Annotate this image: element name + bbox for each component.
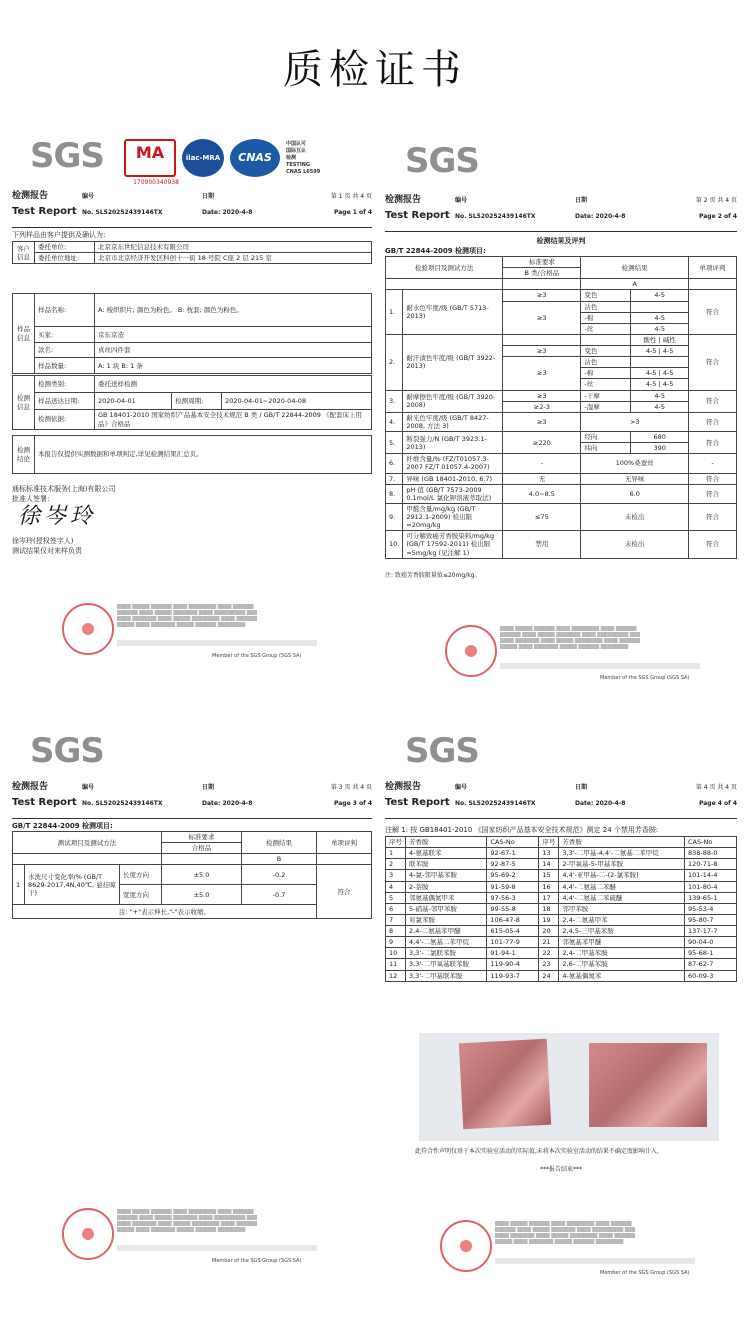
amine-cell: 4 <box>386 881 406 892</box>
amine-cell: 2-萘胺 <box>406 881 487 892</box>
amine-row <box>386 848 737 859</box>
amine-cell: 4,4'-二氨基二苯醚 <box>559 881 685 892</box>
amine-cell: 137-17-7 <box>685 926 737 937</box>
test-info-table: 检测信息 检测类别: 委托送样检测 样品送达日期: 2020-04-01 检测周期: 2020-04-01~2020-04-08 检测依据: GB 18401-2010 国家纺织产品基本安全技术规范 B 类 / GB/T 22844-2009 《配套床上用品》合格品 <box>12 375 372 430</box>
amine-cell: 邻氨基偶氮甲苯 <box>406 892 487 903</box>
company-stamp <box>62 603 114 655</box>
amine-cell: 4,4'-二氨基二苯硫醚 <box>559 892 685 903</box>
sgs-member: Member of the SGS Group (SGS SA) <box>600 675 690 681</box>
company-stamp <box>440 1220 492 1272</box>
amine-cell: 15 <box>539 870 559 881</box>
amine-cell: 11 <box>386 959 406 970</box>
footer-fineprint: ▒▒▒▒ ▒▒▒▒▒ ▒▒▒▒▒▒ ▒▒▒▒ ▒▒▒▒▒▒▒▒ ▒▒▒▒ ▒▒▒▒▒▒ ▒▒▒▒▒▒ ▒▒▒▒ ▒▒▒▒▒ ▒▒▒▒▒▒▒ ▒▒▒▒ ▒▒▒▒▒▒▒▒▒ ▒▒▒ ▒▒▒▒ ▒▒▒▒▒▒▒ ▒▒▒▒ ▒▒▒▒▒ ▒▒▒▒▒▒▒▒ ▒▒▒▒ ▒▒▒▒▒▒ ▒▒▒▒▒ ▒▒▒▒ ▒▒▒▒▒▒▒ ▒▒▒▒▒ ▒▒▒▒▒▒ ▒▒▒▒▒▒▒▒ <box>495 1222 636 1245</box>
amine-cell: 2,4,5-三甲基苯胺 <box>559 926 685 937</box>
amine-cell: 92-87-5 <box>487 859 539 870</box>
amine-cell: 8 <box>386 926 406 937</box>
amine-cell: 95-68-1 <box>685 948 737 959</box>
cnas-meta: 中国认可 国际互认 检测 TESTING CNAS L6599 <box>286 140 321 175</box>
amine-row <box>386 903 737 914</box>
report-page-1 <box>12 135 372 695</box>
amine-cell: 9 <box>386 937 406 948</box>
sgs-member: Member of the SGS Group (SGS SA) <box>212 653 302 659</box>
sample-table: 样品信息 样品名称: A: 梭织织片; 颜色为粉色。 B: 枕套; 颜色为粉色。 买家: 京东京造 款名: 真丝四件套 样品数量: A: 1 块 B: 1 条 <box>12 293 372 374</box>
sgs-logo: SGS <box>30 136 104 176</box>
intro-text: 下列样品由客户提供及确认为: <box>12 231 106 239</box>
amine-cell: 119-90-4 <box>487 959 539 970</box>
amine-cell: 20 <box>539 926 559 937</box>
amine-cell: 4,4'-二氨基二苯甲烷 <box>406 937 487 948</box>
footer-fineprint: ▒▒▒▒ ▒▒▒▒▒ ▒▒▒▒▒▒ ▒▒▒▒ ▒▒▒▒▒▒▒▒ ▒▒▒▒ ▒▒▒▒▒▒ ▒▒▒▒▒▒ ▒▒▒▒ ▒▒▒▒▒ ▒▒▒▒▒▒▒ ▒▒▒▒ ▒▒▒▒▒▒▒▒▒ ▒▒▒ ▒▒▒▒ ▒▒▒▒▒▒▒ ▒▒▒▒ ▒▒▒▒▒ ▒▒▒▒▒▒▒▒ ▒▒▒▒ ▒▒▒▒▒▒ ▒▒▒▒▒ ▒▒▒▒ ▒▒▒▒▒▒▒ ▒▒▒▒▒ ▒▒▒▒▒▒ ▒▒▒▒▒▒▒▒ <box>117 1210 258 1233</box>
section-title: 检测结果及评判 <box>536 237 586 245</box>
amine-cell: 91-59-8 <box>487 881 539 892</box>
amine-cell: 119-93-7 <box>487 970 539 981</box>
amine-cell: 10 <box>386 948 406 959</box>
amine-row <box>386 859 737 870</box>
signature: 徐岑玲 <box>18 504 97 529</box>
amine-cell: 2,6-二甲基苯胺 <box>559 959 685 970</box>
amine-cell: 92-67-1 <box>487 848 539 859</box>
amine-cell: 95-53-4 <box>685 903 737 914</box>
amine-cell: 4-氨基偶氮苯 <box>559 970 685 981</box>
amine-cell: 13 <box>539 848 559 859</box>
amine-cell: 101-80-4 <box>685 881 737 892</box>
amine-cell: 2 <box>386 859 406 870</box>
report-end: ***报告结束*** <box>539 1166 582 1173</box>
disclaimer: 测试结果仅对来样负责 <box>12 547 82 555</box>
footer-fineprint: ▒▒▒▒ ▒▒▒▒▒ ▒▒▒▒▒▒ ▒▒▒▒ ▒▒▒▒▒▒▒▒ ▒▒▒▒ ▒▒▒▒▒▒ ▒▒▒▒▒▒ ▒▒▒▒ ▒▒▒▒▒ ▒▒▒▒▒▒▒ ▒▒▒▒ ▒▒▒▒▒▒▒▒▒ ▒▒▒ ▒▒▒▒ ▒▒▒▒▒▒▒ ▒▒▒▒ ▒▒▒▒▒ ▒▒▒▒▒▒▒▒ ▒▒▒▒ ▒▒▒▒▒▒ ▒▒▒▒▒ ▒▒▒▒ ▒▒▒▒▒▒▒ ▒▒▒▒▒ ▒▒▒▒▒▒ ▒▒▒▒▒▒▒▒ <box>117 605 258 628</box>
sample-photo <box>419 1033 719 1141</box>
amine-cell: 5 <box>386 892 406 903</box>
company-stamp <box>445 625 497 677</box>
amine-cell: 7 <box>386 914 406 925</box>
amine-row <box>386 881 737 892</box>
amine-cell: 101-14-4 <box>685 870 737 881</box>
amine-cell: 2-甲氧基-5-甲基苯胺 <box>559 859 685 870</box>
sgs-member: Member of the SGS Group (SGS SA) <box>212 1258 302 1264</box>
amine-row <box>386 959 737 970</box>
amine-cell: 97-56-3 <box>487 892 539 903</box>
report-page-4 <box>385 730 737 1320</box>
amine-row <box>386 937 737 948</box>
amine-cell: 24 <box>539 970 559 981</box>
cma-logo: MA 170900340938 <box>124 139 176 177</box>
amine-row <box>386 892 737 903</box>
amine-cell: 3,3'-二甲基-4,4'-二氨基二苯甲烷 <box>559 848 685 859</box>
amine-cell: 23 <box>539 959 559 970</box>
page-title: 质检证书 <box>283 47 467 93</box>
amine-cell: 3,3'-二氯联苯胺 <box>406 948 487 959</box>
amine-cell: 22 <box>539 948 559 959</box>
amine-row <box>386 970 737 981</box>
amine-cell: 615-05-4 <box>487 926 539 937</box>
issuer: 通标标准技术服务(上海)有限公司 <box>12 485 116 493</box>
certification-logos <box>124 139 321 186</box>
report-page-2 <box>385 135 737 695</box>
amine-cell: 1 <box>386 848 406 859</box>
standard-title: GB/T 22844-2009 检测项目: <box>385 247 486 255</box>
amine-cell: 95-80-7 <box>685 914 737 925</box>
amine-cell: 2,4-二氨基苯甲醚 <box>406 926 487 937</box>
footer-band <box>500 663 700 669</box>
results-table: 检验项目及测试方法 标准要求 检测结果 单项评判 B 类/合格品 A 1. 耐水色牢度/级 (GB/T 5713-2013) ≥3 变色 4-5 符合 ≥3 沾色 -棉 4-5 -丝 4-5 2. 耐汗渍色牢度/级 (GB/T 3922-2013) 酸性 | 碱性 符合 ≥3 变色 4-5 | 4-5 ≥3 沾色 -棉 4-5 | 4-5 -丝 4-5 | 4-5 3. 耐摩擦色牢度/级 (GB/T 3920-2008) ≥3 -干摩 4-5 符合 ≥2-3 -湿摩 4-5 4. 耐光色牢度/级 (GB/T 8427-2008, 方法 3) ≥3 >3 符合 5. 断裂强力/N (GB/T 3923.1-2013) ≥220 经向 680 符合 纬向 390 6. 纤维含量/% (FZ/T01057.3-2007 FZ/T 01057.4-2007) - 100%桑蚕丝 - 7. 异味 (GB 18401-2010, 6.7) 无 无异味 符合 8. pH 值 (GB/T 7573-2009 0.1mol/L 氯化钾溶液萃取法) 4.0~8.5 6.0 符合 9. 甲醛含量/mg/kg (GB/T 2912.1-2009) 检出限=20mg/kg ≤75 未检出 符合 10. 可分解致癌芳香胺染料/mg/kg (GB/T 17592-2011) 检出限=5mg/kg (见注解 1) 禁用 未检出 符合 <box>385 256 737 559</box>
amine-cell: 14 <box>539 859 559 870</box>
shrinkage-table: 测试项目及测试方法 标准要求 检测结果 单项评判 合格品 B 1 水洗尺寸变化率/% (GB/T 8629-2017,4N,40℃, 悬挂晾干) 长度方向 ±5.0 -0.2 符合 宽度方向 ±5.0 -0.7 注: "+"表示伸长,"-"表示收缩。 <box>12 831 372 919</box>
fabric-sample-b <box>589 1043 707 1127</box>
sgs-logo: SGS <box>30 731 104 771</box>
amine-note-title: 注解 1: 按 GB18401-2010 《国家纺织产品基本安全技术规范》测定 24 个禁用芳香胺: <box>385 826 659 834</box>
fabric-sample-a <box>459 1039 551 1129</box>
note: 注: 致癌芳香胺限量值≤20mg/kg。 <box>385 572 481 579</box>
amine-cell: 18 <box>539 903 559 914</box>
standard-title: GB/T 22844-2009 检测项目: <box>12 822 113 830</box>
amine-cell: 3,3'-二甲氧基联苯胺 <box>406 959 487 970</box>
footer-band <box>117 1245 317 1251</box>
amine-cell: 12 <box>386 970 406 981</box>
report-header: 检测报告 编号 日期 第 4 页 共 4 页 Test Report No. SL520252439146TX Date: 2020-4-8 Page 4 of 4 <box>385 782 737 809</box>
sgs-logo: SGS <box>405 141 479 181</box>
amine-cell: 6 <box>386 903 406 914</box>
amine-cell: 邻甲苯胺 <box>559 903 685 914</box>
amine-row <box>386 926 737 937</box>
amine-cell: 3 <box>386 870 406 881</box>
amine-cell: 联苯胺 <box>406 859 487 870</box>
amine-row <box>386 948 737 959</box>
report-header: 检测报告 编号 日期 第 1 页 共 4 页 Test Report No. SL520252439146TX Date: 2020-4-8 Page 1 of 4 <box>12 191 372 218</box>
amine-cell: 17 <box>539 892 559 903</box>
amine-cell: 16 <box>539 881 559 892</box>
amine-cell: 3,3'-二甲基联苯胺 <box>406 970 487 981</box>
company-stamp <box>62 1208 114 1260</box>
amine-row <box>386 870 737 881</box>
client-table: 客户信息 委托单位: 北京京东世纪信息技术有限公司 委托单位地址: 北京市北京经济开发区科创十一街 18 号院 C座 2 层 215 室 <box>12 241 372 264</box>
amine-cell: 60-09-3 <box>685 970 737 981</box>
footer-band <box>117 640 317 646</box>
amine-cell: 4-氯-邻甲基苯胺 <box>406 870 487 881</box>
footer-band <box>495 1258 695 1264</box>
amine-cell: 139-65-1 <box>685 892 737 903</box>
amine-cell: 106-47-8 <box>487 914 539 925</box>
ilac-mra-logo: ilac-MRA <box>182 139 224 177</box>
cnas-logo: CNAS <box>230 139 280 177</box>
amine-cell: 21 <box>539 937 559 948</box>
amine-cell: 2,4-二甲基苯胺 <box>559 948 685 959</box>
amine-cell: 120-71-8 <box>685 859 737 870</box>
amine-cell: 对氯苯胺 <box>406 914 487 925</box>
amine-cell: 99-55-8 <box>487 903 539 914</box>
amine-cell: 4-氨基联苯 <box>406 848 487 859</box>
amine-cell: 4,4'-亚甲基-二-(2-氯苯胺) <box>559 870 685 881</box>
footer-fineprint: ▒▒▒▒ ▒▒▒▒▒ ▒▒▒▒▒▒ ▒▒▒▒ ▒▒▒▒▒▒▒▒ ▒▒▒▒ ▒▒▒▒▒▒ ▒▒▒▒▒▒ ▒▒▒▒ ▒▒▒▒▒ ▒▒▒▒▒▒▒ ▒▒▒▒ ▒▒▒▒▒▒▒▒▒ ▒▒▒ ▒▒▒▒ ▒▒▒▒▒▒▒ ▒▒▒▒ ▒▒▒▒▒ ▒▒▒▒▒▒▒▒ ▒▒▒▒ ▒▒▒▒▒▒ ▒▒▒▒▒ ▒▒▒▒ ▒▒▒▒▒▒▒ ▒▒▒▒▒ ▒▒▒▒▒▒ ▒▒▒▒▒▒▒▒ <box>500 627 641 650</box>
report-header: 检测报告 编号 日期 第 3 页 共 4 页 Test Report No. SL520252439146TX Date: 2020-4-8 Page 3 of 4 <box>12 782 372 809</box>
amine-cell: 91-94-1 <box>487 948 539 959</box>
amine-table: 序号 芳香胺 CAS-No 序号 芳香胺 CAS-No 1 4-氨基联苯 92-67-1 13 3,3'-二甲基-4,4'-二氨基二苯甲烷 838-88-0 2 联苯胺 92-87-5 14 2-甲氧基-5-甲基苯胺 120-71-8 3 4-氯-邻甲基苯胺 95-69-2 15 4,4'-亚甲基-二-(2-氯苯胺) 101-14-4 4 2-萘胺 91-59-8 16 4,4'-二氨基二苯醚 101-80-4 5 邻氨基偶氮甲苯 97-56-3 17 4,4'-二氨基二苯硫醚 139-65-1 6 5-硝基-邻甲苯胺 99-55-8 18 邻甲苯胺 95-53-4 7 对氯苯胺 106-47-8 19 2,4-二氨基甲苯 95-80-7 8 2,4-二氨基苯甲醚 615-05-4 20 2,4,5-三甲基苯胺 137-17-7 9 4,4'-二氨基二苯甲烷 101-77-9 21 邻氨基苯甲醚 90-04-0 10 3,3'-二氯联苯胺 91-94-1 22 2,4-二甲基苯胺 95-68-1 11 3,3'-二甲氧基联苯胺 119-90-4 23 2,6-二甲基苯胺 87-62-7 12 3,3'-二甲基联苯胺 119-93-7 24 4-氨基偶氮苯 60-09-3 <box>385 836 737 982</box>
sgs-member: Member of the SGS Group (SGS SA) <box>600 1270 690 1276</box>
amine-cell: 95-69-2 <box>487 870 539 881</box>
amine-cell: 邻氨基苯甲醚 <box>559 937 685 948</box>
report-header: 检测报告 编号 日期 第 2 页 共 4 页 Test Report No. SL520252439146TX Date: 2020-4-8 Page 2 of 4 <box>385 195 737 222</box>
amine-cell: 19 <box>539 914 559 925</box>
approver-label: 批准人签署: <box>12 495 50 503</box>
conclusion-table: 检测结论 本报告仅提供实测数据和单项判定,详见检测结果汇总页。 <box>12 435 372 474</box>
conformity-statement: 此符合性声明仅基于本次实验室活动的实际值,未将本次实验室活动的结果不确定度影响计入。 <box>415 1148 663 1155</box>
amine-cell: 90-04-0 <box>685 937 737 948</box>
amine-row <box>386 914 737 925</box>
amine-cell: 101-77-9 <box>487 937 539 948</box>
signer: 徐岑玲(授权签字人) <box>12 537 74 545</box>
amine-cell: 87-62-7 <box>685 959 737 970</box>
amine-cell: 5-硝基-邻甲苯胺 <box>406 903 487 914</box>
amine-cell: 838-88-0 <box>685 848 737 859</box>
sgs-logo: SGS <box>405 731 479 771</box>
amine-cell: 2,4-二氨基甲苯 <box>559 914 685 925</box>
report-page-3 <box>12 730 372 1320</box>
